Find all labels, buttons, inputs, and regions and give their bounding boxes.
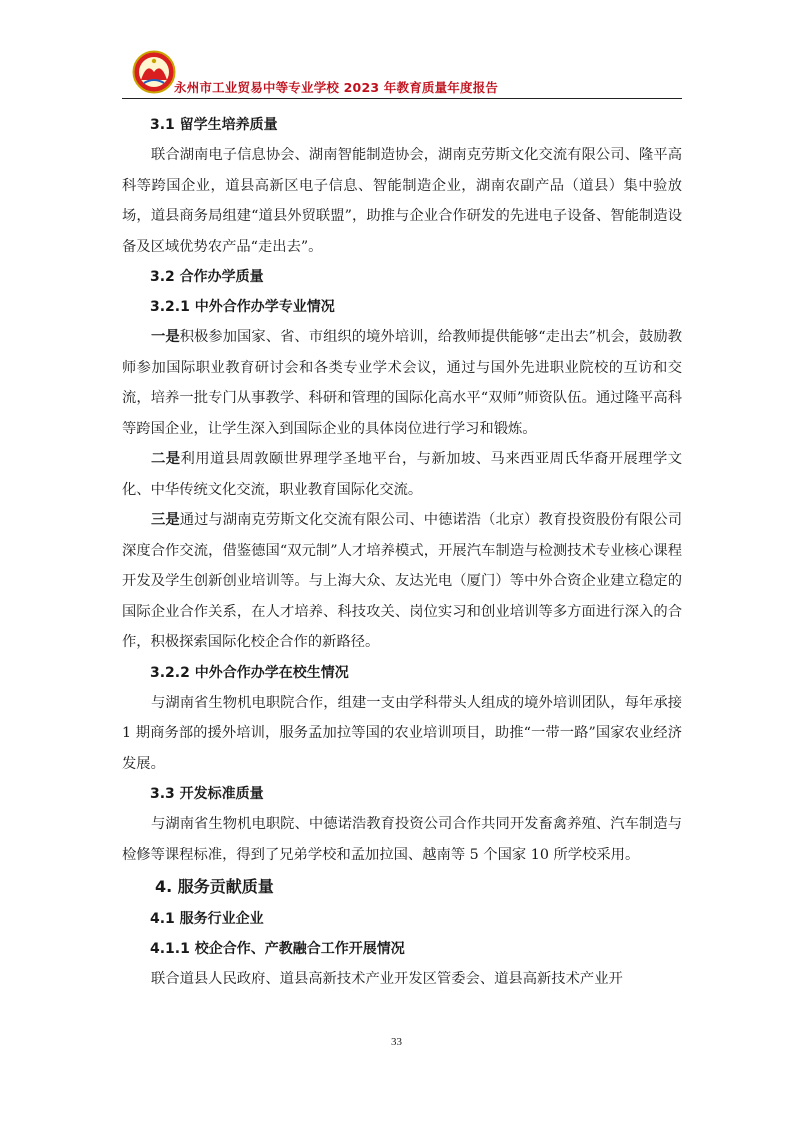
paragraph-3-2-1-a: 一是积极参加国家、省、市组织的境外培训，给教师提供能够“走出去”机会，鼓励教师参加国际职业教育研讨会和各类专业学术会议，通过与国外先进职业院校的互访和交流，培养一批专门从事教学、科研和管理的国际化高水平“双师”师资队伍。通过隆平高科等跨国企业，让学生深入到国际企业的具体岗位进行学习和锻炼。 [122, 329, 682, 437]
lead-first: 一是 [151, 329, 180, 345]
heading-4-1: 4.1 服务行业企业 [150, 911, 264, 927]
header-rule [122, 98, 682, 99]
heading-4-1-1: 4.1.1 校企合作、产教融合工作开展情况 [150, 941, 405, 957]
paragraph-3-3: 与湖南省生物机电职院、中德诺浩教育投资公司合作共同开发畜禽养殖、汽车制造与检修等课程标准，得到了兄弟学校和孟加拉国、越南等 5 个国家 10 所学校采用。 [122, 816, 682, 863]
paragraph-3-2-1-c: 三是通过与湖南克劳斯文化交流有限公司、中德诺浩（北京）教育投资股份有限公司深度合作交流，借鉴德国“双元制”人才培养模式，开展汽车制造与检测技术专业核心课程开发及学生创新创业培训等。与上海大众、友达光电（厦门）等中外合资企业建立稳定的国际企业合作关系，在人才培养、科技攻关、岗位实习和创业培训等多方面进行深入的合作，积极探索国际化校企合作的新路径。 [122, 512, 683, 650]
paragraph-4-1-1: 联合道县人民政府、道县高新技术产业开发区管委会、道县高新技术产业开 [151, 971, 623, 987]
heading-4: 4. 服务贡献质量 [155, 877, 274, 896]
heading-3-2-1: 3.2.1 中外合作办学专业情况 [150, 299, 335, 315]
lead-third: 三是 [151, 512, 180, 528]
heading-3-3: 3.3 开发标准质量 [150, 786, 264, 802]
paragraph-3-2-2: 与湖南省生物机电职院合作，组建一支由学科带头人组成的境外培训团队，每年承接 1 期商务部的援外培训，服务孟加拉等国的农业培训项目，助推“一带一路”国家农业经济发展。 [122, 694, 682, 772]
page-header [122, 50, 682, 102]
heading-3-2: 3.2 合作办学质量 [150, 269, 264, 285]
paragraph-3-2-1-b: 二是利用道县周敦颐世界理学圣地平台，与新加坡、马来西亚周氏华裔开展理学文化、中华传统文化交流，职业教育国际化交流。 [122, 451, 683, 498]
paragraph-3-1: 联合湖南电子信息协会、湖南智能制造协会，湖南克劳斯文化交流有限公司、隆平高科等跨国企业，道县高新区电子信息、智能制造企业，湖南农副产品（道县）集中验放场，道县商务局组建“道县外贸联盟”，助推与企业合作研发的先进电子设备、智能制造设备及区域优势农产品“走出去”。 [122, 147, 682, 255]
heading-3-1: 3.1 留学生培养质量 [150, 117, 278, 133]
lead-second: 二是 [151, 451, 181, 467]
document-body [122, 108, 682, 995]
school-emblem-icon [132, 50, 176, 94]
header-title: 永州市工业贸易中等专业学校 2023 年教育质量年度报告 [174, 80, 499, 95]
page-number: 33 [391, 1036, 402, 1048]
heading-3-2-2: 3.2.2 中外合作办学在校生情况 [150, 664, 349, 681]
